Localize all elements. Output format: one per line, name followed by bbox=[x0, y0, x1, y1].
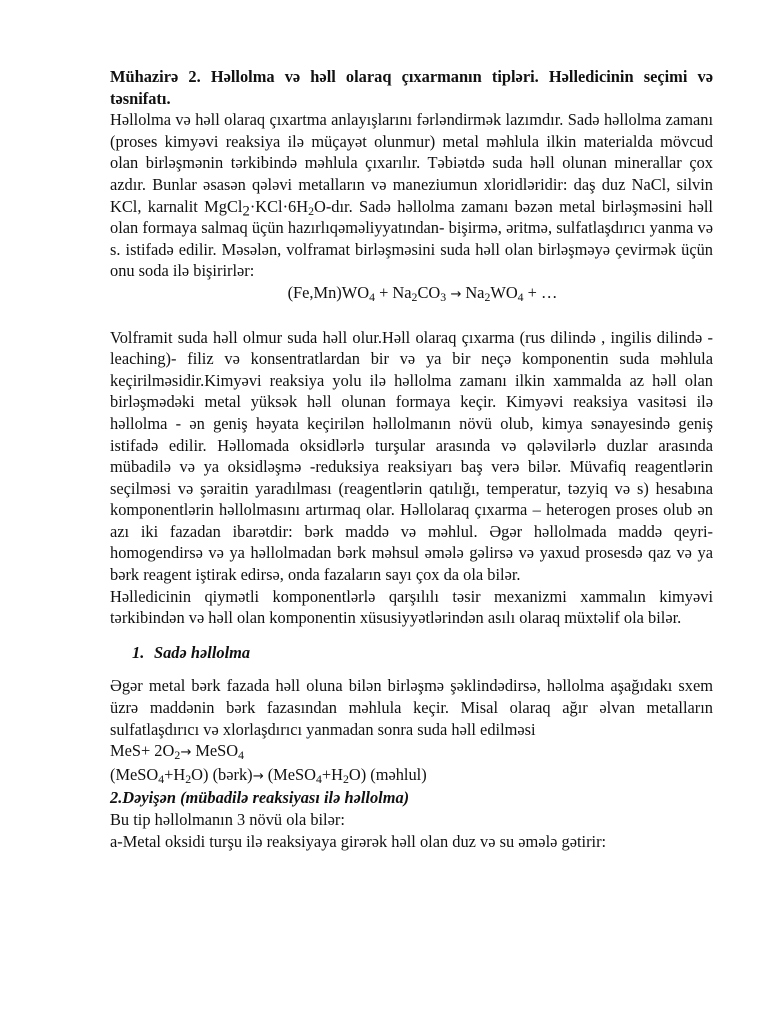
subscript: 4 bbox=[369, 289, 375, 304]
eq-term: (MeSO bbox=[263, 764, 316, 784]
subscript: 4 bbox=[158, 771, 165, 786]
eq-term: (MeSO bbox=[110, 764, 159, 784]
equation-volframat bbox=[110, 282, 713, 306]
eq-term: O) (bərk) bbox=[191, 764, 253, 784]
arrow-icon: → bbox=[252, 768, 264, 784]
subscript: 4 bbox=[315, 771, 322, 786]
subscript: 2 bbox=[411, 289, 418, 304]
section-label: Sadə həllolma bbox=[154, 642, 251, 662]
text-run: ·KCl·6H bbox=[249, 196, 309, 216]
subscript: 4 bbox=[238, 748, 245, 763]
paragraph-intro bbox=[110, 109, 713, 282]
eq-term: WO bbox=[490, 282, 518, 302]
text-run: Həllolma və həll olaraq çıxartma anlayışlarını fərləndirmək lazımdır. Sadə həllolma zamanı (proses kimyəvi reaksiya ilə müçayət olunmur) metal məhlula ilkin materialda mövcud olan birləşmənin tərkibində məhlula çıxarılır. Təbiətdə suda həll olunan minerallar çox azdır. Bunlar əsasən qələvi metalların və maneziumun xloridləridir: daş duz NaCl, silvin KCl, karnalit MgCl bbox=[110, 110, 713, 216]
paragraph-type-a: a-Metal oksidi turşu ilə reaksiyaya girərək həll olan duz və su əmələ gətirir: bbox=[110, 831, 607, 851]
section-heading-exchange-dissolution: 2.Dəyişən (mübadilə reaksiyası ilə həllolma) bbox=[110, 788, 410, 808]
eq-term: +H bbox=[321, 764, 343, 784]
section-heading-simple-dissolution bbox=[132, 642, 713, 664]
subscript: 2 bbox=[242, 203, 250, 220]
subscript: 2 bbox=[174, 748, 181, 763]
document-page bbox=[110, 66, 713, 852]
arrow-icon: → bbox=[450, 286, 462, 302]
eq-term: (Fe,Mn)WO bbox=[287, 282, 370, 302]
eq-term: + Na bbox=[374, 282, 412, 302]
arrow-icon: → bbox=[180, 745, 192, 761]
subscript: 4 bbox=[517, 289, 524, 304]
paragraph-simple-dissolution: Əgər metal bərk fazada həll oluna bilən birləşmə şəklindədirsə, həllolma aşağıdakı sxem üzrə maddənin bərk fazasından məhlula keçir. Misal olaraq ağır əlvan metalların sulfatlaşdırıcı və xlorlaşdırıcı yanmadan sonra suda həll edilməsi bbox=[110, 676, 713, 739]
subscript: 2 bbox=[308, 203, 314, 218]
paragraph-mechanism: Həlledicinin qiymətli komponentlərlə qarşılılı təsir mexanizmi xammalın kimyəvi tərkibindən və həll olan komponentin xüsusiyyətlərindən asılı olaraq müxtəlif ola bilər. bbox=[110, 586, 713, 628]
eq-term: CO bbox=[417, 282, 441, 302]
eq-term: MeSO bbox=[191, 741, 239, 761]
subscript: 3 bbox=[440, 289, 447, 304]
subscript: 2 bbox=[484, 289, 491, 304]
paragraph-types-intro: Bu tip həllolmanın 3 növü ola bilər: bbox=[110, 810, 345, 829]
paragraph-leaching: Volframit suda həll olmur suda həll olur.Həll olaraq çıxarma (rus dilində , ingilis dilində - leaching)- filiz və konsentratlardan bir və ya bir neçə komponentin suda məhlula keçirilməsidir.Kimyəvi reaksiya yolu ilə həllolma zamanı ilkin xammalda az həll olan birləşmədəki metal yüksək həll olunan formaya keçir. Kimyəvi reaksiya vasitəsi ilə həllolma - ən geniş həyata keçirilən həllolmanın növü olub, kimya sənayesində geniş istifadə edilir. Həllomada oksidlərlə turşular arasında və qələvilərlə duzlar arasında mübadilə və ya oksidləşmə -reduksiya reaksiyarı baş verə bilər. Müvafiq reagentlərin seçilməsi və şəraitin yaradılması (reagentlərin qatılığı, temperatur, təzyiq və s) hesabına komponentlərin həllolmasını artırmaq olar. Həllolaraq çıxarma – heterogen proses olub ən azı iki fazadan ibarətdir: bərk maddə və məhlul. Əgər həllolmada maddə qeyri-homogendirsə və ya həllolmadan bərk məhsul əmələ gəlirsə və yaxud prosesdə qaz və ya bərk reagent iştirak edirsə, onda fazaların sayı çox da ola bilər. bbox=[110, 327, 713, 585]
equation-mes-oxidation bbox=[110, 740, 713, 764]
lecture-title: Mühazirə 2. Həllolma və həll olaraq çıxarmanın tipləri. Həlledicinin seçimi və təsnifatı. bbox=[110, 67, 713, 108]
eq-term: Na bbox=[461, 282, 485, 302]
subscript: 2 bbox=[342, 771, 349, 786]
text-run: O-dır. Sadə həllolma zamanı bəzən metal birləşməsini həll olan formaya salmaq üçün hazırlıqəməliyyatından- bişirmə, əritmə, sulfatlaşdırıcı yanma və s. istifadə edilir. Məsələn, volframat birləşməsini suda həll olan birləşməyə çevirmək üçün onu soda ilə bişirirlər: bbox=[110, 196, 713, 281]
eq-term: MeS+ 2O bbox=[110, 741, 175, 761]
section-number: 1. bbox=[132, 642, 145, 662]
eq-term: O) (məhlul) bbox=[348, 764, 427, 784]
eq-term: +H bbox=[164, 764, 186, 784]
eq-term: + … bbox=[523, 282, 558, 302]
subscript: 2 bbox=[185, 771, 192, 786]
equation-meso4-dissolution bbox=[110, 764, 713, 788]
